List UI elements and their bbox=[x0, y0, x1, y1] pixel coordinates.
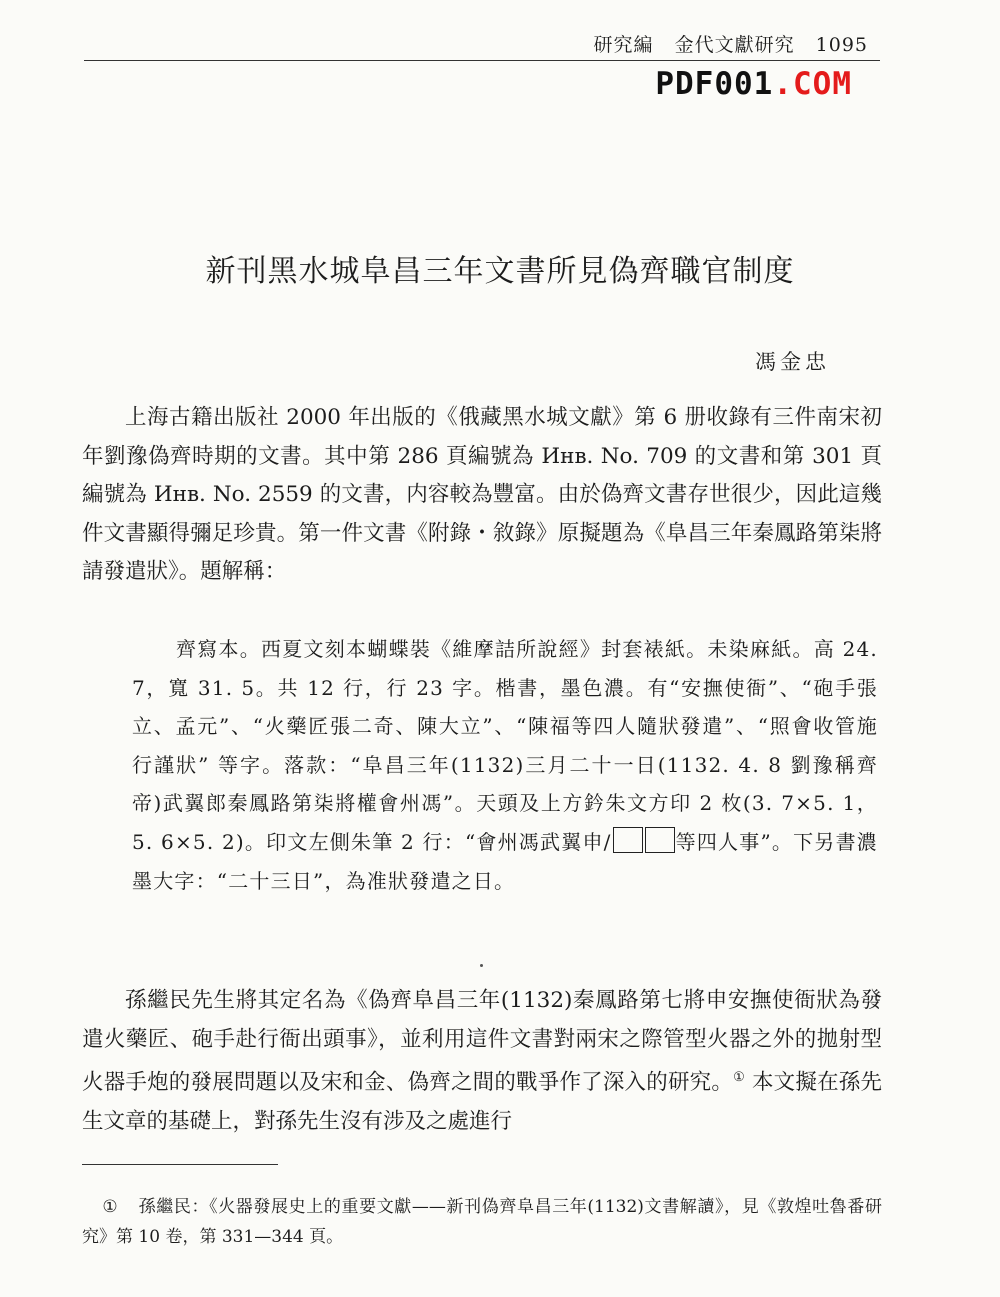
paragraph-text-part-1: 孫繼民先生將其定名為《偽齊阜昌三年(1132)秦鳳路第七將申安撫使衙狀為發遣火藥匠、砲手赴行衙出頭事》，並利用這件文書對兩宋之際管型火器之外的拋射型火器手炮的發展問題以及宋和金、偽齊之間的戰爭作了深入的研究。 bbox=[82, 988, 882, 1095]
footnote-reference: ① bbox=[733, 1070, 745, 1085]
header-page-number: 1095 bbox=[815, 34, 868, 56]
missing-character-box bbox=[613, 827, 643, 853]
paragraph-text-part-2: 本文擬在孫先生文章的基礎上，對孫先生沒有涉及之處進行 bbox=[82, 1070, 882, 1134]
body-paragraph-1 bbox=[82, 399, 882, 592]
quotation-text-part-1: 齊寫本。西夏文刻本蝴蝶裝《維摩詰所說經》封套裱紙。未染麻紙。高 24. 7，寬 31. 5。共 12 行，行 23 字。楷書，墨色濃。有“安撫使衙”、“砲手張立、孟元”、“火藥匠張二奇、陳大立”、“陳福等四人隨狀發遣”、“照會收管施行謹狀” 等字。落款：“阜昌三年(1132)三月二十一日(1132. 4. 8 劉豫稱齊帝)武翼郎秦鳳路第柒將權會州馮”。天頭及上方鈐朱文方印 2 枚(3. 7×5. 1，5. 6×5. 2)。印文左側朱筆 2 行：“會州馮武翼申/ bbox=[132, 637, 878, 854]
quotation-text bbox=[132, 630, 878, 900]
watermark-text-main: PDF001 bbox=[655, 66, 774, 102]
block-quotation bbox=[132, 630, 878, 900]
article-title: 新刊黑水城阜昌三年文書所見偽齊職官制度 bbox=[205, 254, 795, 289]
ink-speck bbox=[480, 964, 483, 967]
body-paragraph-2 bbox=[82, 982, 882, 1141]
missing-character-box bbox=[645, 827, 675, 853]
footnote-text: 孫繼民：《火器發展史上的重要文獻——新刊偽齊阜昌三年(1132)文書解讀》，見《敦煌吐魯番研究》第 10 卷，第 331—344 頁。 bbox=[82, 1197, 882, 1247]
header-section: 研究編 bbox=[593, 34, 654, 56]
running-header bbox=[84, 30, 880, 61]
watermark-logo bbox=[655, 66, 852, 102]
header-book-title: 金代文獻研究 bbox=[674, 34, 795, 56]
footnote-divider bbox=[82, 1164, 278, 1165]
article-author: 馮金忠 bbox=[755, 350, 830, 374]
footnote-marker: ① bbox=[102, 1197, 119, 1217]
running-header-text bbox=[580, 30, 868, 60]
footnote bbox=[82, 1192, 882, 1252]
paragraph-text: 上海古籍出版社 2000 年出版的《俄藏黑水城文獻》第 6 册收錄有三件南宋初年劉豫偽齊時期的文書。其中第 286 頁編號為 Инв. No. 709 的文書和第 301 頁編號為 Инв. No. 2559 的文書，内容較為豐富。由於偽齊文書存世很少，因此這幾件文書顯得彌足珍貴。第一件文書《附錄・敘錄》原擬題為《阜昌三年秦鳳路第柒將請發遣狀》。題解稱： bbox=[82, 405, 882, 584]
watermark-text-domain: .COM bbox=[773, 66, 852, 102]
quotation-text-part-2: 等四人事”。下另書濃墨大字：“二十三日”，為准狀發遣之日。 bbox=[132, 829, 878, 893]
